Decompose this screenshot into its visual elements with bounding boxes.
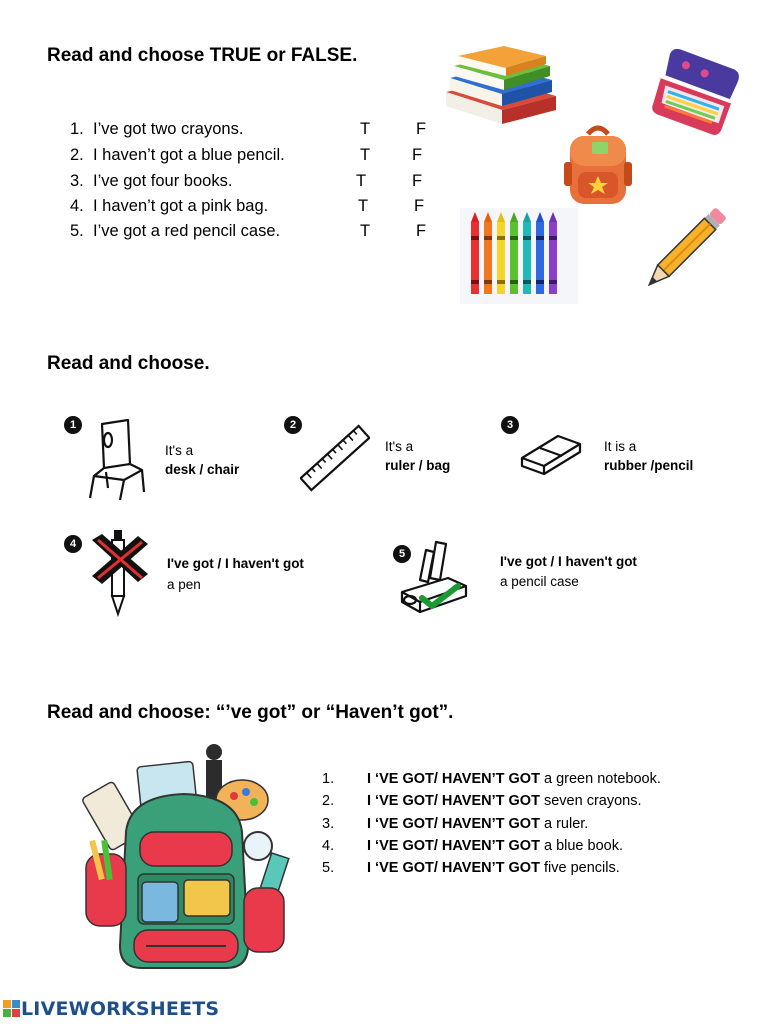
item5-choice[interactable]: I've got / I haven't got bbox=[500, 554, 637, 569]
backpack-picture bbox=[562, 122, 634, 208]
item3-choice[interactable]: rubber /pencil bbox=[604, 458, 694, 473]
false-option[interactable]: F bbox=[416, 120, 427, 138]
item-number: 1. bbox=[322, 771, 335, 787]
item-rest: seven crayons. bbox=[539, 793, 642, 809]
item-rest: a green notebook. bbox=[539, 771, 661, 787]
got-choice[interactable]: I ‘VE GOT/ HAVEN’T GOT bbox=[367, 793, 540, 809]
item-text: I haven’t got a pink bag. bbox=[93, 197, 269, 215]
false-option[interactable]: F bbox=[414, 197, 425, 215]
section1-title: Read and choose TRUE or FALSE. bbox=[47, 45, 358, 66]
item-number: 3. bbox=[322, 816, 335, 832]
item3-prompt: It is a bbox=[604, 439, 637, 454]
item-text: I’ve got four books. bbox=[93, 172, 233, 190]
section2-title: Read and choose. bbox=[47, 353, 210, 374]
item-sentence bbox=[367, 838, 623, 854]
badge-2: 2 bbox=[284, 416, 302, 434]
false-option[interactable]: F bbox=[412, 146, 423, 164]
item-text: I’ve got two crayons. bbox=[93, 120, 244, 138]
item-text: I haven’t got a blue pencil. bbox=[93, 146, 285, 164]
item-sentence bbox=[367, 816, 588, 832]
item-number: 2. bbox=[70, 146, 84, 164]
badge-5: 5 bbox=[393, 545, 411, 563]
false-option[interactable]: F bbox=[412, 172, 423, 190]
crayons-picture bbox=[460, 208, 578, 304]
pencil-case-icon bbox=[396, 540, 476, 614]
false-option[interactable]: F bbox=[416, 222, 427, 240]
true-option[interactable]: T bbox=[358, 197, 369, 215]
logo-blocks-icon bbox=[3, 999, 21, 1019]
pencil-case-picture bbox=[648, 48, 744, 142]
got-choice[interactable]: I ‘VE GOT/ HAVEN’T GOT bbox=[367, 816, 540, 832]
badge-4: 4 bbox=[64, 535, 82, 553]
item4-object: a pen bbox=[167, 577, 201, 592]
item-number: 4. bbox=[322, 838, 335, 854]
item1-prompt: It's a bbox=[165, 443, 194, 458]
liveworksheets-logo[interactable] bbox=[3, 998, 219, 1022]
true-option[interactable]: T bbox=[360, 222, 371, 240]
item-rest: five pencils. bbox=[539, 860, 620, 876]
item1-choice[interactable]: desk / chair bbox=[165, 462, 240, 477]
got-choice[interactable]: I ‘VE GOT/ HAVEN’T GOT bbox=[367, 860, 540, 876]
item-sentence bbox=[367, 771, 661, 787]
ruler-icon bbox=[300, 424, 370, 492]
item4-choice[interactable]: I've got / I haven't got bbox=[167, 556, 304, 571]
item-sentence bbox=[367, 860, 620, 876]
item-rest: a ruler. bbox=[539, 816, 589, 832]
true-option[interactable]: T bbox=[356, 172, 367, 190]
item-number: 3. bbox=[70, 172, 84, 190]
books-picture bbox=[440, 44, 562, 128]
item-number: 1. bbox=[70, 120, 84, 138]
item-number: 2. bbox=[322, 793, 335, 809]
item-number: 5. bbox=[70, 222, 84, 240]
brand-name: LIVEWORKSHEETS bbox=[21, 998, 220, 1020]
got-choice[interactable]: I ‘VE GOT/ HAVEN’T GOT bbox=[367, 771, 540, 787]
item-sentence bbox=[367, 793, 642, 809]
true-option[interactable]: T bbox=[360, 146, 371, 164]
item-number: 4. bbox=[70, 197, 84, 215]
item-rest: a blue book. bbox=[539, 838, 623, 854]
badge-1: 1 bbox=[64, 416, 82, 434]
rubber-icon bbox=[518, 430, 586, 480]
item2-choice[interactable]: ruler / bag bbox=[385, 458, 451, 473]
school-backpack-picture bbox=[80, 736, 292, 980]
item5-object: a pencil case bbox=[500, 574, 579, 589]
badge-3: 3 bbox=[501, 416, 519, 434]
pencil-picture bbox=[640, 200, 732, 296]
true-option[interactable]: T bbox=[360, 120, 371, 138]
pen-crossed-icon bbox=[88, 528, 152, 618]
section3-title: Read and choose: “’ve got” or “Haven’t got”. bbox=[47, 702, 454, 723]
chair-icon bbox=[84, 418, 154, 502]
item-text: I’ve got a red pencil case. bbox=[93, 222, 281, 240]
item-number: 5. bbox=[322, 860, 335, 876]
item2-prompt: It's a bbox=[385, 439, 414, 454]
crayons-drawing bbox=[460, 208, 578, 304]
got-choice[interactable]: I ‘VE GOT/ HAVEN’T GOT bbox=[367, 838, 540, 854]
